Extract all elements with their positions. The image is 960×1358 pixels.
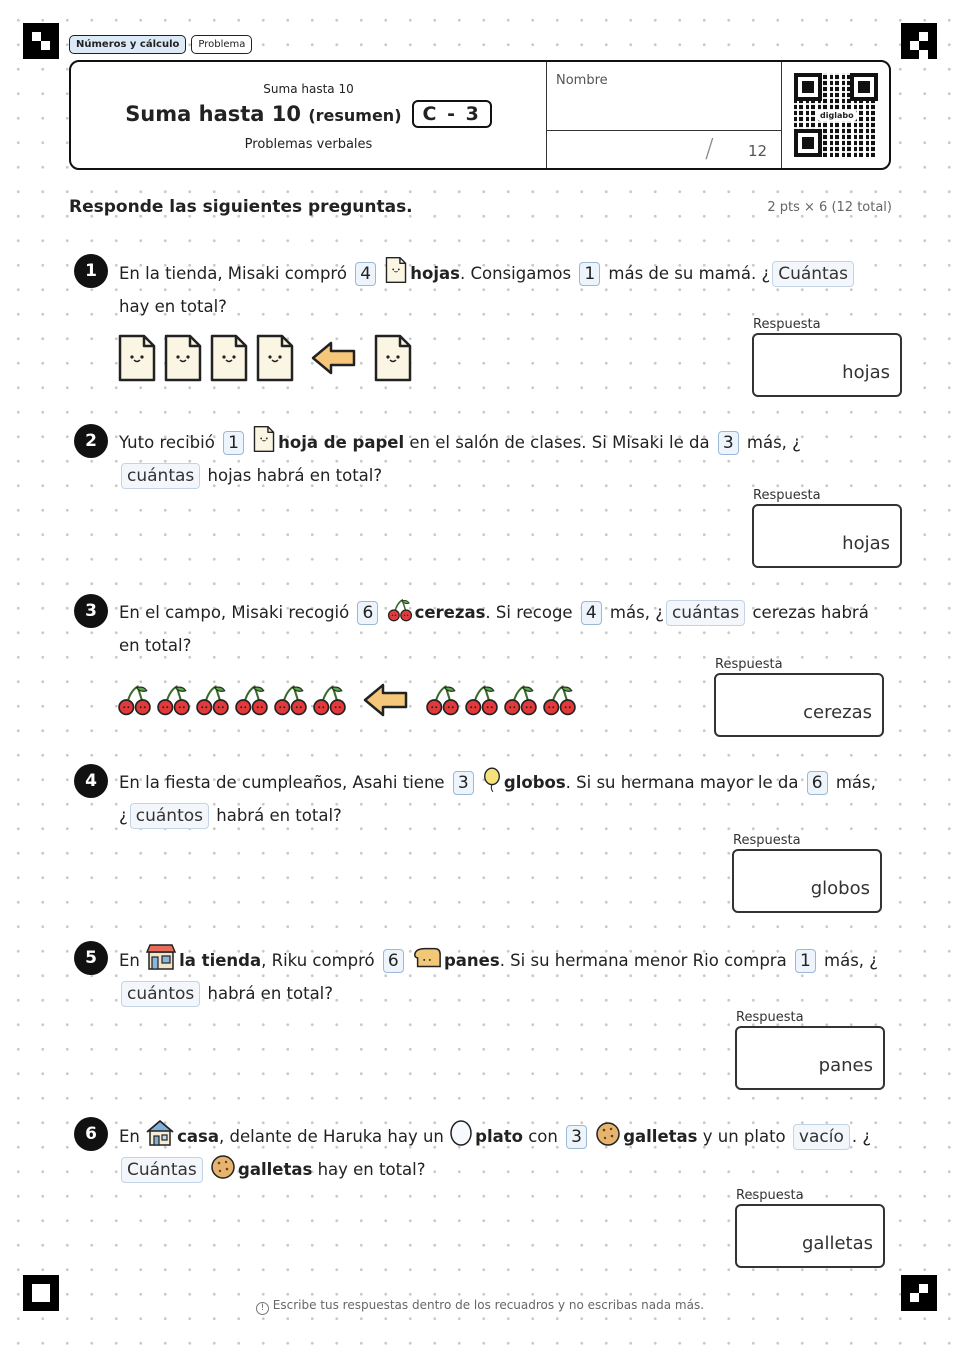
number-box: 1: [579, 262, 600, 286]
question-word-box: cuántos: [121, 981, 200, 1007]
answer-unit: hojas: [842, 362, 890, 383]
cherry-icon: [464, 683, 499, 717]
answer-label: Respuesta: [736, 1010, 804, 1025]
question-number: 2: [74, 424, 108, 458]
answer-unit: globos: [810, 878, 870, 899]
tag-list: [69, 35, 252, 54]
header-title-area: [71, 62, 546, 168]
question-number: 1: [74, 254, 108, 288]
question-number: 5: [74, 941, 108, 975]
plate-icon: [449, 1119, 473, 1147]
cookie-icon: [210, 1154, 236, 1180]
name-label: Nombre: [556, 73, 608, 88]
question-text: En la tienda, Misaki compró 4 hojas. Consigamos 1 más de su mamá. ¿ Cuántas hay en total?: [119, 256, 879, 323]
number-box: 4: [581, 601, 602, 625]
illustration: [117, 333, 413, 383]
number-box: 6: [807, 771, 828, 795]
cherry-icon: [273, 683, 308, 717]
paper-icon: [384, 256, 408, 284]
question-number: 3: [74, 594, 108, 628]
paper-icon: [209, 333, 249, 383]
instructions: Responde las siguientes preguntas.: [69, 197, 413, 217]
number-box: 1: [223, 431, 244, 455]
cherry-icon: [312, 683, 347, 717]
footer-note: ! Escribe tus respuestas dentro de los recuadros y no escribas nada más.: [0, 1298, 960, 1315]
qr-area: [781, 62, 890, 168]
question-text: En casa, delante de Haruka hay un plato con 3 galletas y un plato vacío . ¿ Cuántas galletas hay en total?: [119, 1119, 879, 1186]
question-number: 6: [74, 1117, 108, 1151]
question-text: En el campo, Misaki recogió 6 cerezas. Si recoge 4 más, ¿ cuántas cerezas habrá en total?: [119, 596, 879, 662]
question-word-box: cuántos: [130, 803, 209, 829]
info-icon: !: [256, 1302, 269, 1315]
qr-code-icon: [794, 73, 878, 157]
score-total: 12: [748, 142, 768, 160]
cherry-icon: [117, 683, 152, 717]
shop-icon: [145, 943, 177, 971]
name-field[interactable]: [546, 62, 782, 168]
answer-unit: panes: [818, 1055, 873, 1076]
tag-type: Problema: [191, 35, 252, 54]
answer-unit: hojas: [842, 533, 890, 554]
paper-icon: [255, 333, 295, 383]
number-box: 6: [383, 949, 404, 973]
cherry-icon: [156, 683, 191, 717]
illustration: [117, 682, 577, 718]
question-text: En la tienda, Riku compró 6 panes. Si su hermana menor Rio compra 1 más, ¿cuántos habrá en total?: [119, 943, 879, 1010]
number-box: 3: [718, 431, 739, 455]
worksheet-header: [69, 60, 891, 170]
cherry-icon: [234, 683, 269, 717]
answer-unit: galletas: [802, 1233, 873, 1254]
points-info: 2 pts × 6 (12 total): [767, 200, 892, 215]
number-box: 3: [453, 771, 474, 795]
balloon-icon: [482, 767, 502, 793]
arrow-left-icon: [363, 682, 409, 718]
arrow-left-icon: [311, 340, 357, 376]
question-text: Yuto recibió 1 hoja de papel en el salón de clases. Si Misaki le da 3 más, ¿cuántas hojas habrá en total?: [119, 425, 879, 492]
answer-box[interactable]: [714, 673, 884, 737]
header-small-title: Suma hasta 10: [263, 82, 354, 96]
number-box: 4: [355, 262, 376, 286]
worksheet-code: C - 3: [412, 100, 492, 128]
paper-icon: [163, 333, 203, 383]
answer-label: Respuesta: [733, 833, 801, 848]
paper-icon: [373, 333, 413, 383]
corner-marker: [901, 23, 937, 59]
question-text: En la fiesta de cumpleaños, Asahi tiene 3 globos. Si su hermana mayor le da 6 más, ¿ cuántos habrá en total?: [119, 766, 879, 832]
corner-marker: [23, 23, 59, 59]
cherry-icon: [387, 597, 413, 623]
question-word-box: cuántas: [666, 600, 745, 626]
qr-logo: diglabo: [817, 110, 857, 121]
answer-unit: cerezas: [803, 702, 872, 723]
paper-icon: [252, 425, 276, 453]
answer-box[interactable]: [735, 1026, 885, 1090]
cookie-icon: [595, 1121, 621, 1147]
answer-label: Respuesta: [753, 488, 821, 503]
answer-box[interactable]: [735, 1204, 885, 1268]
answer-box[interactable]: [752, 504, 902, 568]
page-title: Suma hasta 10 (resumen): [125, 102, 402, 126]
divider: [547, 130, 782, 131]
answer-label: Respuesta: [753, 317, 821, 332]
cherry-icon: [425, 683, 460, 717]
tag-category: Números y cálculo: [69, 35, 186, 54]
answer-box[interactable]: [732, 849, 882, 913]
number-box: 3: [566, 1125, 587, 1149]
answer-label: Respuesta: [715, 657, 783, 672]
question-word-box: cuántas: [121, 463, 200, 489]
answer-box[interactable]: [752, 333, 902, 397]
number-box: 6: [357, 601, 378, 625]
cherry-icon: [195, 683, 230, 717]
number-box: 1: [795, 949, 816, 973]
house-icon: [145, 1119, 175, 1147]
answer-label: Respuesta: [736, 1188, 804, 1203]
paper-icon: [117, 333, 157, 383]
question-number: 4: [74, 764, 108, 798]
question-word-box: Cuántas: [121, 1157, 203, 1183]
bread-icon: [412, 945, 442, 971]
cherry-icon: [503, 683, 538, 717]
score-slash: /: [705, 134, 714, 164]
header-subtitle: Problemas verbales: [244, 137, 373, 152]
cherry-icon: [542, 683, 577, 717]
empty-word-box: vacío: [793, 1124, 850, 1150]
question-word-box: Cuántas: [772, 261, 854, 287]
